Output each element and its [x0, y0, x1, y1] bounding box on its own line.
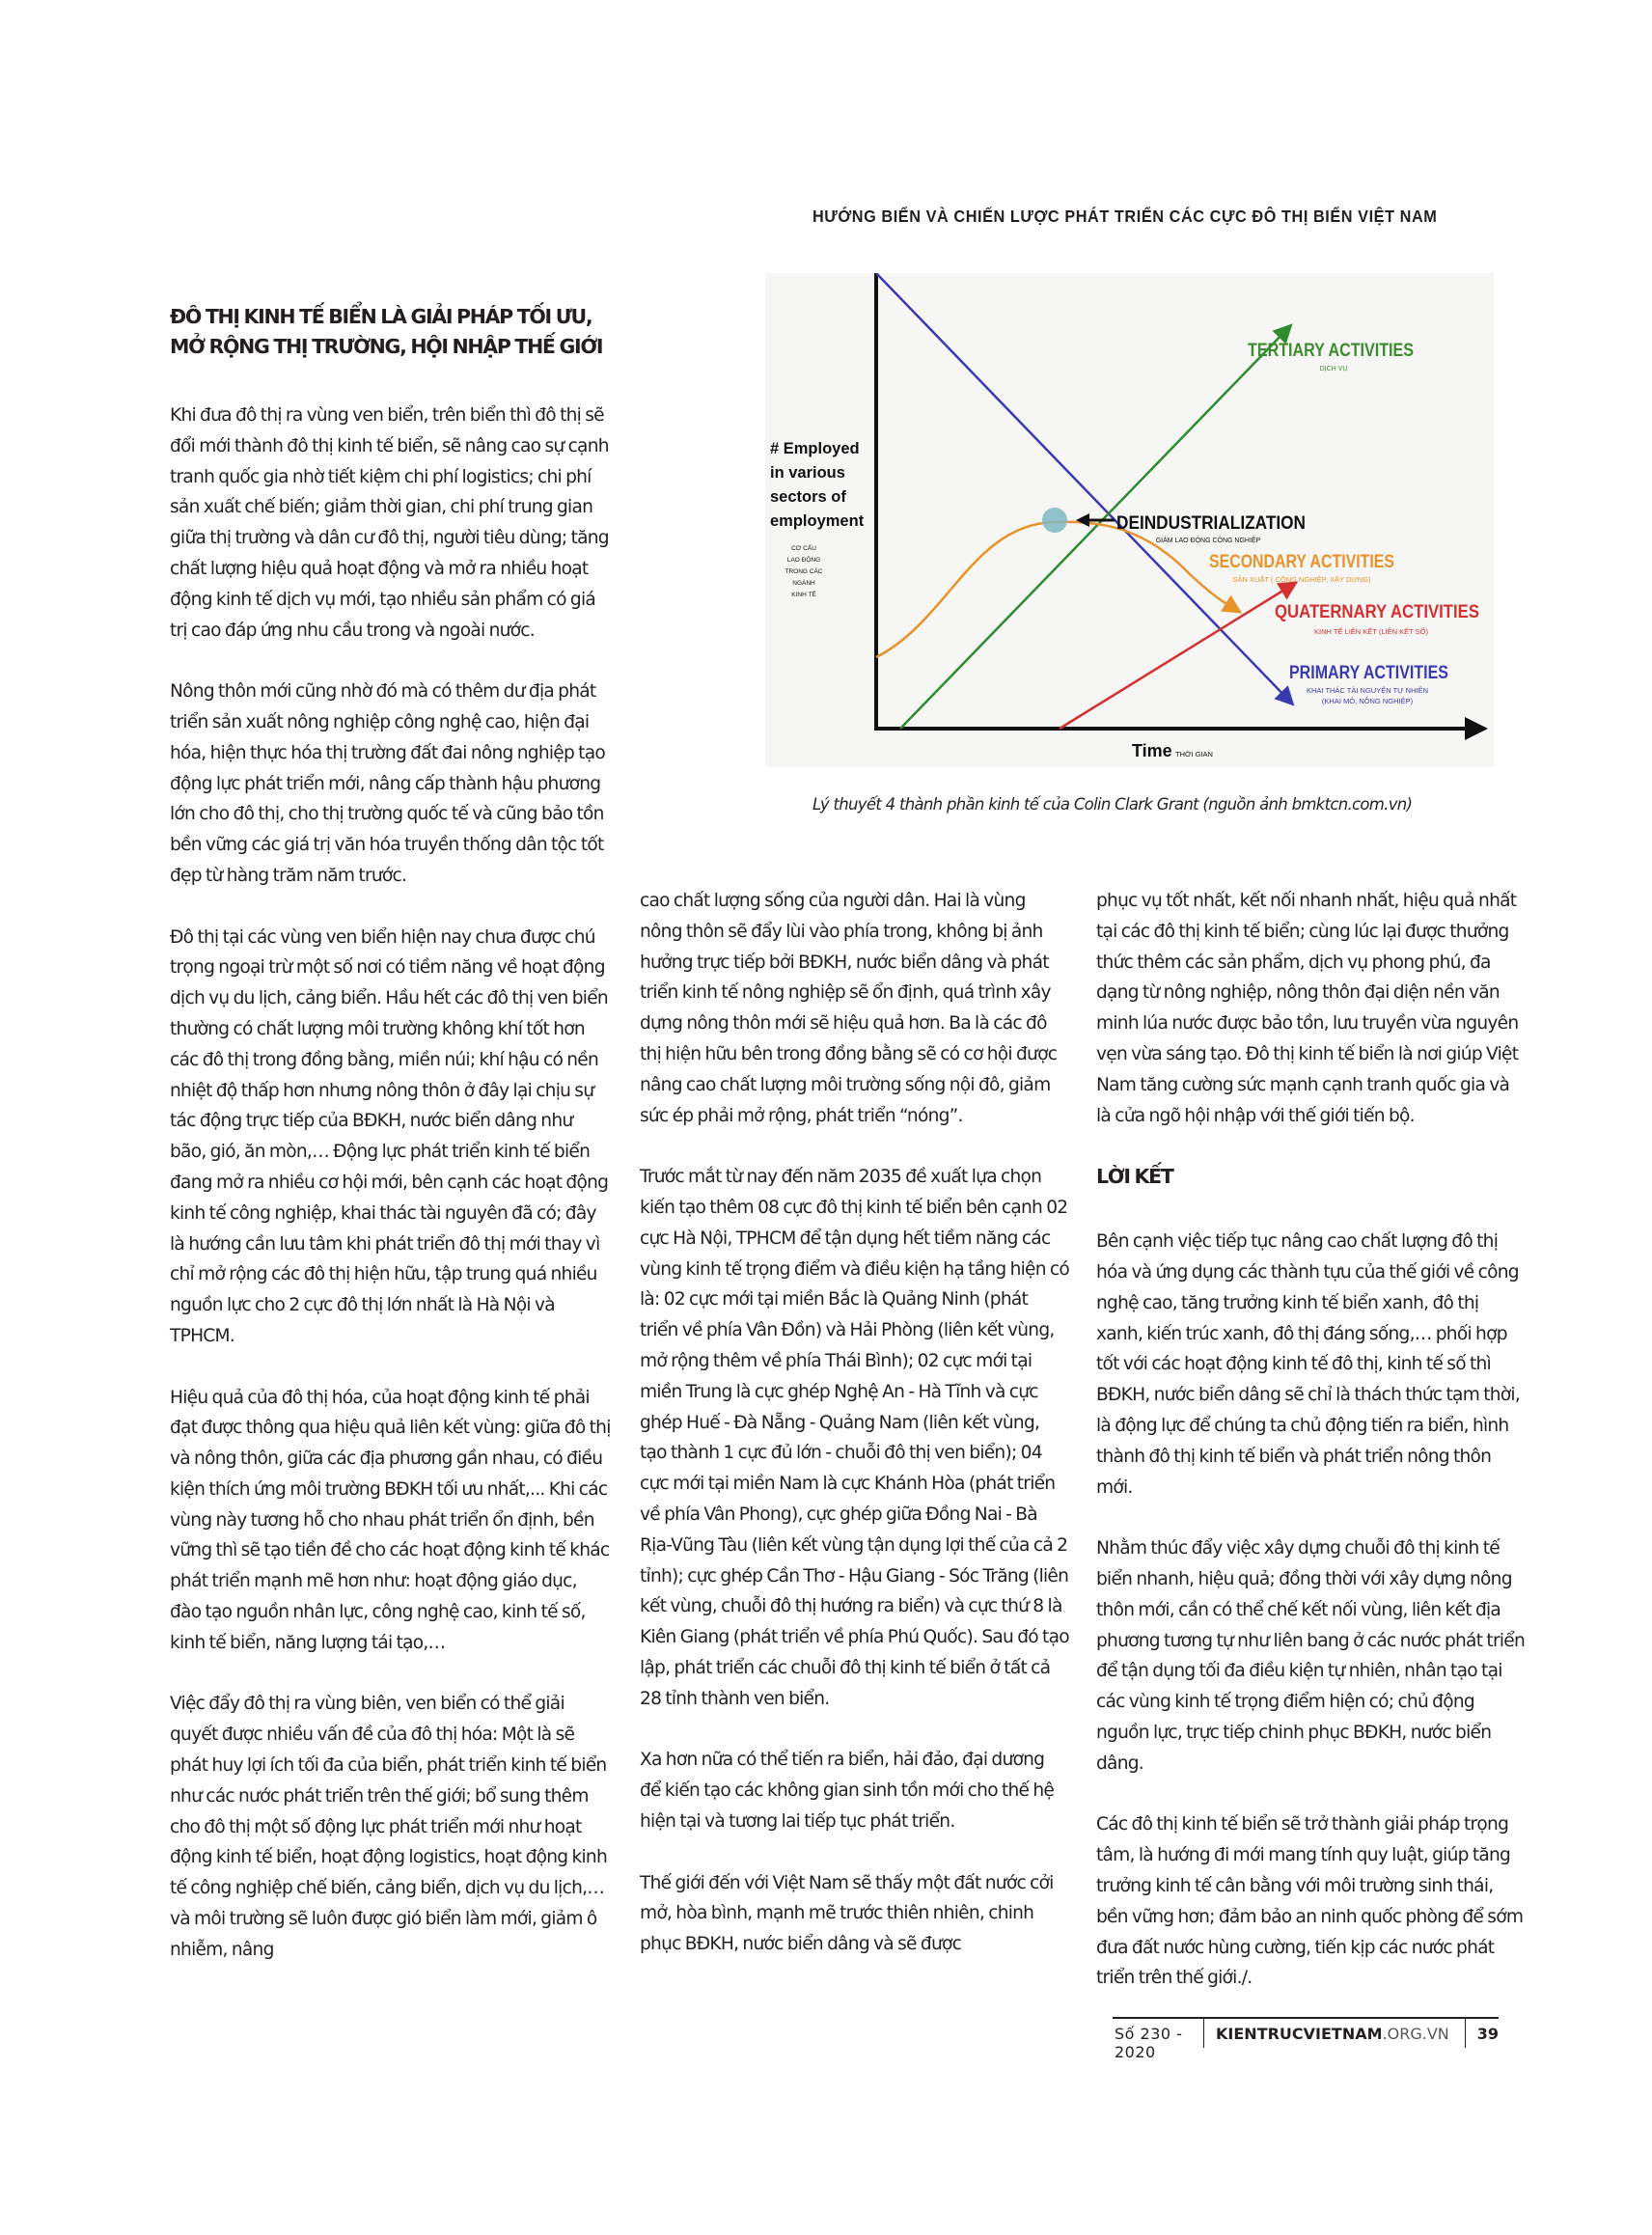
tertiary-label: TERTIARY ACTIVITIES — [1248, 341, 1414, 361]
figure-caption: Lý thuyết 4 thành phần kinh tế của Colin Clark Grant (nguồn ảnh bmktcn.com.vn) — [812, 795, 1413, 814]
section-heading — [170, 302, 612, 362]
y-axis-label-vi-4: NGÀNH — [792, 580, 815, 587]
y-axis-label-3: sectors of — [770, 488, 846, 506]
section-heading-line-2: MỞ RỘNG THỊ TRƯỜNG, HỘI NHẬP THẾ GIỚI — [170, 335, 603, 358]
x-axis-label: Time — [1132, 741, 1172, 760]
deindustrialization-label: DEINDUSTRIALIZATION — [1116, 513, 1306, 534]
quaternary-line — [1060, 584, 1294, 729]
paragraph: Bên cạnh việc tiếp tục nâng cao chất lượng đô thị hóa và ứng dụng các thành tựu của thế giới về công nghệ cao, tăng trưởng kinh tế biển xanh, đô thị xanh, kiến trúc xanh, đô thị đáng sống,… phối hợp tốt với các hoạt động kinh tế đô thị, kinh tế số thì BĐKH, nước biển dâng sẽ chỉ là thách thức tạm thời, là động lực để chúng ta chủ động tiến ra biển, hình thành đô thị kinh tế biển và phát triển nông thôn mới. — [1096, 1231, 1520, 1498]
y-axis-label-vi-3: TRONG CÁC — [785, 568, 823, 575]
paragraph: Nhằm thúc đẩy việc xây dựng chuỗi đô thị kinh tế biển nhanh, hiệu quả; đồng thời với xây dựng nông thôn mới, cần có thể chế kết nối vùng, liên kết địa phương tương tự như liên bang ở các nước phát triển để tận dụng tối đa điều kiện tự nhiên, nhân tạo tại các vùng kinh tế trọng điểm hiện có; chủ động nguồn lực, trực tiếp chinh phục BĐKH, nước biển dâng. — [1096, 1538, 1525, 1774]
paragraph: Trước mắt từ nay đến năm 2035 đề xuất lựa chọn kiến tạo thêm 08 cực đô thị kinh tế biển bên cạnh 02 cực Hà Nội, TPHCM để tận dụng hết tiềm năng các vùng kinh tế trọng điểm và điều kiện hạ tầng hiện có là: 02 cực mới tại miền Bắc là Quảng Ninh (phát triển về phía Vân Đồn) và Hải Phòng (liên kết vùng, mở rộng thêm về phía Thái Bình); 02 cực mới tại miền Trung là cực ghép Nghệ An - Hà Tĩnh và cực ghép Huế - Đà Nẵng - Quảng Nam (liên kết vùng, tạo thành 1 cực đủ lớn - chuỗi đô thị ven biển); 04 cực mới tại miền Nam là cực Khánh Hòa (phát triển về phía Vân Phong), cực ghép giữa Đồng Nai - Bà Rịa-Vũng Tàu (liên kết vùng tận dụng lợi thế của cả 2 tỉnh); cực ghép Cần Thơ - Hậu Giang - Sóc Trăng (liên kết vùng, chuỗi đô thị hướng ra biển) và cực thứ 8 là Kiên Giang (phát triển về phía Phú Quốc). Sau đó tạo lập, phát triển các chuỗi đô thị kinh tế biển ở tất cả 28 tỉnh thành ven biển. — [640, 1167, 1070, 1709]
quaternary-sublabel: KINH TẾ LIÊN KẾT (LIÊN KẾT SỐ) — [1314, 627, 1428, 636]
site-name-bold: KIENTRUCVIETNAM — [1216, 2025, 1383, 2043]
paragraph: phục vụ tốt nhất, kết nối nhanh nhất, hiệu quả nhất tại các đô thị kinh tế biển; cùng lúc lại được thưởng thức thêm các sản phẩm, dịch vụ phong phú, đa dạng từ nông nghiệp, nông thôn đại diện nền văn minh lúa nước được bảo tồn, lưu truyền vừa nguyên vẹn vừa sáng tạo. Đô thị kinh tế biển là nơi giúp Việt Nam tăng cường sức mạnh cạnh tranh quốc gia và là cửa ngõ hội nhập với thế giới tiến bộ. — [1096, 891, 1519, 1126]
annotation-arrow-head — [1076, 513, 1089, 527]
tertiary-sublabel: DỊCH VỤ — [1319, 366, 1348, 372]
paragraph: Khi đưa đô thị ra vùng ven biển, trên biển thì đô thị sẽ đổi mới thành đô thị kinh tế biển, sẽ nâng cao sự cạnh tranh quốc gia nhờ tiết kiệm chi phí logistics; chi phí sản xuất chế biến; giảm thời gian, chi phí trung gian giữa thị trường và dân cư đô thị, người tiêu dùng; tăng chất lượng hiệu quả hoạt động và mở ra nhiều hoạt động kinh tế dịch vụ mới, tạo nhiều sản phẩm có giá trị cao đáp ứng nhu cầu trong và ngoài nước. — [170, 405, 609, 641]
y-axis-label-vi-5: KINH TẾ — [791, 592, 816, 598]
x-axis-label-vi: THỜI GIAN — [1175, 750, 1213, 759]
primary-line — [876, 273, 1291, 703]
y-axis-label-vi-1: CƠ CẤU — [791, 545, 816, 552]
running-head: HƯỚNG BIỂN VÀ CHIẾN LƯỢC PHÁT TRIỂN CÁC CỰC ĐÔ THỊ BIỂN VIỆT NAM — [812, 207, 1438, 226]
section-heading-line-1: ĐÔ THỊ KINH TẾ BIỂN LÀ GIẢI PHÁP TỐI ƯU, — [170, 305, 592, 328]
paragraph: Hiệu quả của đô thị hóa, của hoạt động kinh tế phải đạt được thông qua hiệu quả liên kết vùng: giữa đô thị và nông thôn, giữa các địa phương gần nhau, có điều kiện thích ứng môi trường BĐKH tối ưu nhất,... Khi các vùng này tương hỗ cho nhau phát triển ổn định, bền vững thì sẽ tạo tiền đề cho các hoạt động kinh tế khác phát triển mạnh mẽ hơn như: hoạt động giáo dục, đào tạo nguồn nhân lực, công nghệ cao, kinh tế số, kinh tế biển, năng lượng tái tạo,… — [170, 1387, 611, 1653]
page-number: 39 — [1476, 2025, 1499, 2043]
column-1 — [170, 302, 612, 1966]
quaternary-label: QUATERNARY ACTIVITIES — [1275, 602, 1479, 622]
y-axis-label-4: employment — [770, 512, 865, 530]
primary-sublabel-2: (KHAI MỎ, NÔNG NGHIỆP) — [1321, 697, 1414, 705]
secondary-sublabel: SẢN XUẤT ( CÔNG NGHIỆP, XÂY DỰNG) — [1232, 575, 1371, 584]
y-axis-label-vi-2: LAO ĐỘNG — [786, 557, 821, 564]
deindustrialization-sublabel: GIẢM LAO ĐỘNG CÔNG NGHIỆP — [1155, 538, 1261, 544]
column-3 — [1096, 886, 1526, 1994]
issue-number: Số 230 - 2020 — [1113, 2019, 1204, 2048]
primary-label: PRIMARY ACTIVITIES — [1289, 663, 1448, 683]
primary-sublabel-1: KHAI THÁC TÀI NGUYÊN TỰ NHIÊN — [1306, 686, 1429, 695]
paragraph: Nông thôn mới cũng nhờ đó mà có thêm dư địa phát triển sản xuất nông nghiệp công nghệ cao, hiện đại hóa, hiện thực hóa thị trường đất đai nông nghiệp tạo động lực phát triển mới, nâng cấp thành hậu phương lớn cho đô thị, cho thị trường quốc tế và cũng bảo tồn bền vững các giá trị văn hóa truyền thống dân tộc tốt đẹp từ hàng trăm năm trước. — [170, 681, 605, 886]
paragraph: cao chất lượng sống của người dân. Hai là vùng nông thôn sẽ đẩy lùi vào phía trong, không bị ảnh hưởng trực tiếp bởi BĐKH, nước biển dâng và phát triển kinh tế nông nghiệp sẽ ổn định, quá trình xây dựng nông thôn mới sẽ hiệu quả hơn. Ba là các đô thị hiện hữu bên trong đồng bằng sẽ có cơ hội được nâng cao chất lượng môi trường sống nội đô, giảm sức ép phải mở rộng, phát triển “nóng”. — [640, 891, 1058, 1126]
paragraph: Việc đẩy đô thị ra vùng biên, ven biển có thể giải quyết được nhiều vấn đề của đô thị hóa: Một là sẽ phát huy lợi ích tối đa của biển, phát triển kinh tế biển như các nước phát triển trên thế giới; bổ sung thêm cho đô thị một số động lực phát triển mới như hoạt động kinh tế biển, hoạt động logistics, hoạt động kinh tế công nghiệp chế biến, cảng biển, dịch vụ du lịch,… và môi trường sẽ luôn được gió biển làm mới, giảm ô nhiễm, nâng — [170, 1694, 607, 1960]
sector-employment-diagram — [765, 273, 1494, 767]
paragraph: Xa hơn nữa có thể tiến ra biển, hải đảo, đại dương để kiến tạo các không gian sinh tồn mới cho thế hệ hiện tại và tương lai tiếp tục phát triển. — [640, 1750, 1055, 1832]
paragraph: Đô thị tại các vùng ven biển hiện nay chưa được chú trọng ngoại trừ một số nơi có tiềm năng về hoạt động dịch vụ du lịch, cảng biển. Hầu hết các đô thị ven biển thường có chất lượng môi trường không khí tốt hơn các đô thị trong đồng bằng, miền núi; khí hậu có nền nhiệt độ thấp hơn nhưng nông thôn ở đây lại chịu sự tác động trực tiếp của BĐKH, nước biển dâng như bão, gió, ăn mòn,… Động lực phát triển kinh tế biển đang mở ra nhiều cơ hội mới, bên cạnh các hoạt động kinh tế công nghiệp, khai thác tài nguyên đã có; đây là hướng cần lưu tâm khi phát triển đô thị mới thay vì chỉ mở rộng các đô thị hiện hữu, tập trung quá nhiều nguồn lực cho 2 cực đô thị lớn nhất là Hà Nội và TPHCM. — [170, 926, 609, 1346]
paragraph: Thế giới đến với Việt Nam sẽ thấy một đất nước cởi mở, hòa bình, mạnh mẽ trước thiên nhiên, chinh phục BĐKH, nước biển dâng và sẽ được — [640, 1872, 1054, 1955]
deindustrialization-marker — [1042, 508, 1067, 533]
column-2 — [640, 886, 1069, 1960]
diagram-svg — [765, 273, 1494, 767]
secondary-label: SECONDARY ACTIVITIES — [1209, 552, 1394, 572]
page-footer — [1113, 2017, 1499, 2061]
y-axis-label-1: # Employed — [770, 440, 860, 457]
y-axis-label-2: in various — [770, 464, 845, 482]
conclusion-heading: LỜI KẾT — [1096, 1165, 1173, 1189]
paragraph: Các đô thị kinh tế biển sẽ trở thành giải pháp trọng tâm, là hướng đi mới mang tính quy luật, giúp tăng trưởng kinh tế cân bằng với môi trường sinh thái, bền vững hơn; đảm bảo an ninh quốc phòng để sớm đưa đất nước hùng cường, tiến kịp các nước phát triển trên thế giới./. — [1096, 1814, 1524, 1989]
site-link[interactable] — [1204, 2019, 1466, 2048]
site-domain: .ORG.VN — [1382, 2025, 1449, 2043]
